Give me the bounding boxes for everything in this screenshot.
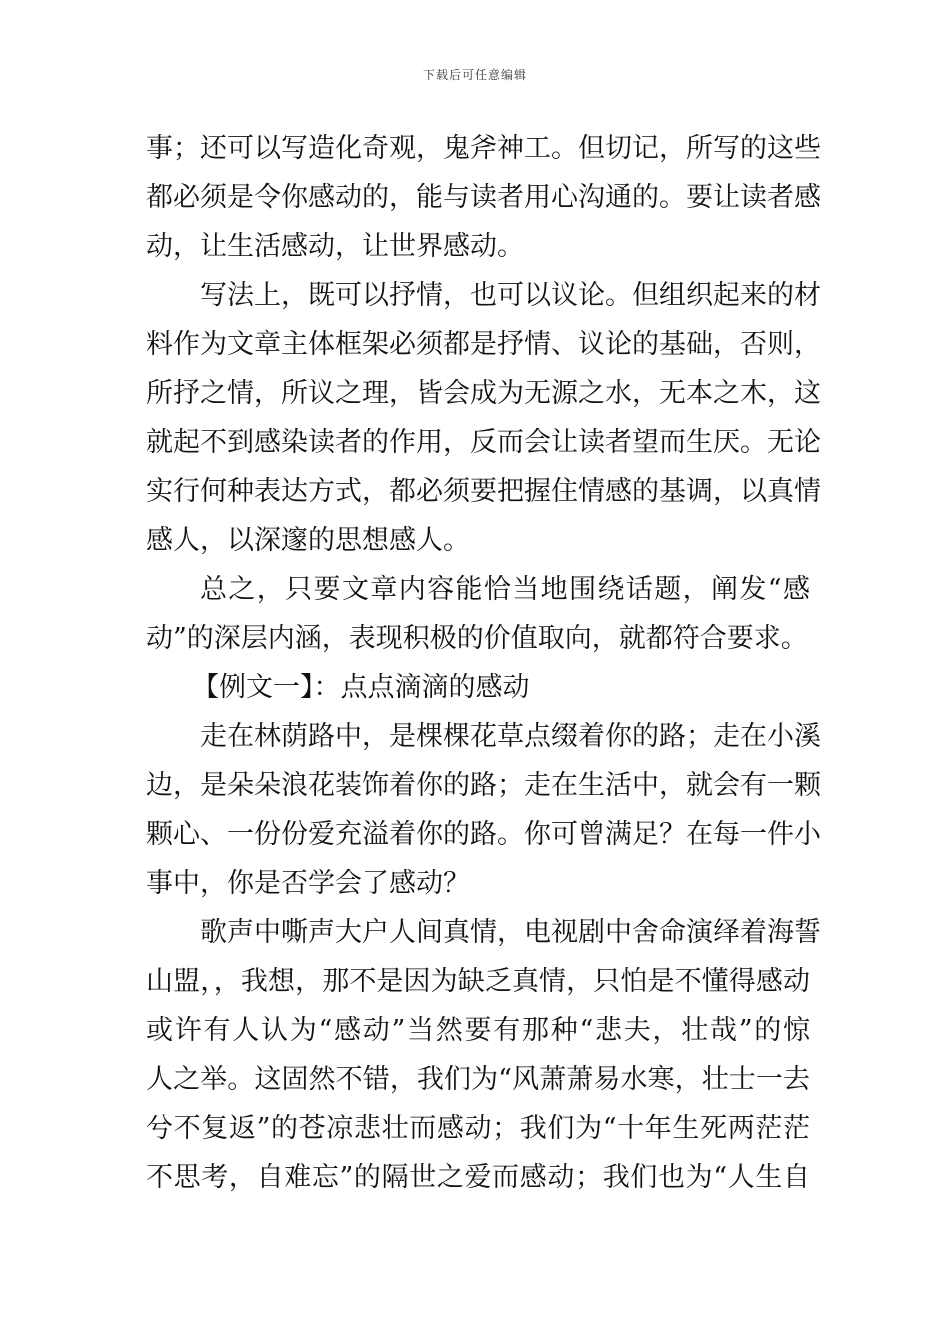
text-line: 歌声中嘶声大户人间真情，电视剧中舍命演绎着海誓 bbox=[200, 917, 821, 948]
text-line: 写法上，既可以抒情，也可以议论。但组织起来的材 bbox=[200, 280, 821, 311]
text-line: 事中，你是否学会了感动？ bbox=[146, 868, 470, 899]
text-line: 走在林荫路中，是棵棵花草点缀着你的路；走在小溪 bbox=[200, 721, 821, 752]
example-title: 【例文一】：点点滴滴的感动 bbox=[192, 672, 530, 703]
text-line: 实行何种表达方式，都必须要把握住情感的基调，以真情 bbox=[146, 476, 821, 507]
text-line: 就起不到感染读者的作用，反而会让读者望而生厌。无论 bbox=[146, 427, 821, 458]
text-line: 人之举。这固然不错，我们为“风萧萧易水寒，壮士一去 bbox=[146, 1064, 810, 1095]
header-note: 下载后可任意编辑 bbox=[422, 68, 527, 82]
text-line: 或许有人认为“感动”当然要有那种“悲夫，壮哉”的惊 bbox=[146, 1015, 810, 1046]
text-line: 动，让生活感动，让世界感动。 bbox=[146, 231, 524, 262]
text-line: 都必须是令你感动的，能与读者用心沟通的。要让读者感 bbox=[146, 182, 821, 213]
text-line: 料作为文章主体框架必须都是抒情、议论的基础，否则， bbox=[146, 329, 821, 360]
document-body bbox=[146, 124, 821, 1202]
text-line: 所抒之情，所议之理，皆会成为无源之水，无本之木，这 bbox=[146, 378, 821, 409]
text-line: 总之，只要文章内容能恰当地围绕话题，阐发“感 bbox=[200, 574, 810, 605]
text-line: 山盟，，我想，那不是因为缺乏真情，只怕是不懂得感动 bbox=[146, 966, 810, 997]
text-line: 颗心、一份份爱充溢着你的路。你可曾满足？在每一件小 bbox=[146, 819, 821, 850]
text-line: 感人，以深邃的思想感人。 bbox=[146, 525, 470, 556]
text-line: 动”的深层内涵，表现积极的价值取向，就都符合要求。 bbox=[146, 623, 808, 654]
text-line: 不思考，自难忘”的隔世之爱而感动；我们也为“人生自 bbox=[146, 1162, 810, 1193]
text-line: 事；还可以写造化奇观，鬼斧神工。但切记，所写的这些 bbox=[146, 133, 821, 164]
text-line: 兮不复返”的苍凉悲壮而感动；我们为“十年生死两茫茫 bbox=[146, 1113, 810, 1144]
text-line: 边，是朵朵浪花装饰着你的路；走在生活中，就会有一颗 bbox=[146, 770, 821, 801]
